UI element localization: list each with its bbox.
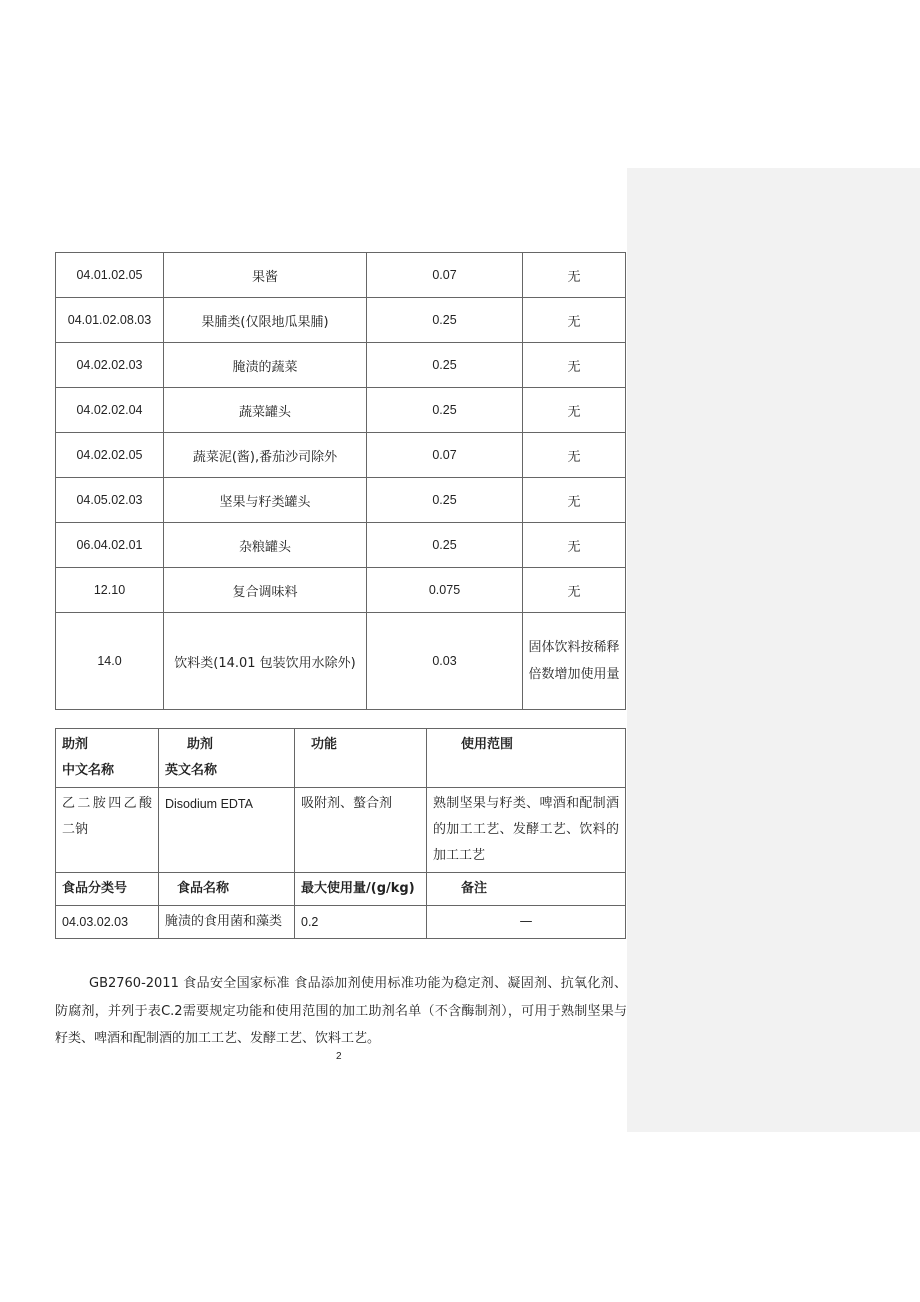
food-code: 04.05.02.03 (56, 478, 164, 523)
header-note: 备注 (427, 873, 626, 906)
header-category: 食品分类号 (56, 873, 159, 906)
table-row (56, 523, 626, 568)
table-row (56, 788, 626, 873)
food-code: 04.01.02.05 (56, 253, 164, 298)
food-name: 复合调味料 (164, 568, 367, 613)
processing-aid-table (55, 728, 626, 939)
food-code: 04.01.02.08.03 (56, 298, 164, 343)
food-name: 坚果与籽类罐头 (164, 478, 367, 523)
food-code: 12.10 (56, 568, 164, 613)
food-name: 蔬菜泥(酱),番茄沙司除外 (164, 433, 367, 478)
max-usage: 0.25 (367, 298, 523, 343)
food-code: 06.04.02.01 (56, 523, 164, 568)
max-usage: 0.03 (367, 613, 523, 710)
table-row (56, 253, 626, 298)
table-row (56, 613, 626, 710)
aid-cn-name: 乙二胺四乙酸二钠 (56, 788, 159, 873)
header-en-name: 助剂 英文名称 (159, 729, 295, 788)
note: 固体饮料按稀释倍数增加使用量 (523, 613, 626, 710)
food-category: 04.03.02.03 (56, 906, 159, 939)
header-cn-name: 助剂 中文名称 (56, 729, 159, 788)
max-usage: 0.07 (367, 433, 523, 478)
food-name: 杂粮罐头 (164, 523, 367, 568)
food-code: 04.02.02.04 (56, 388, 164, 433)
header-scope: 使用范围 (427, 729, 626, 788)
max-usage: 0.25 (367, 523, 523, 568)
table-row (56, 906, 626, 939)
table-row (56, 478, 626, 523)
max-usage: 0.25 (367, 478, 523, 523)
note: — (427, 906, 626, 939)
max-usage: 0.075 (367, 568, 523, 613)
table-row (56, 568, 626, 613)
aid-en-name: Disodium EDTA (159, 788, 295, 873)
food-name: 蔬菜罐头 (164, 388, 367, 433)
table-row (56, 433, 626, 478)
food-code: 04.02.02.05 (56, 433, 164, 478)
max-usage: 0.25 (367, 388, 523, 433)
food-name: 饮料类(14.01 包装饮用水除外) (164, 613, 367, 710)
note: 无 (523, 523, 626, 568)
usage-table (55, 252, 626, 710)
header-row (56, 873, 626, 906)
note: 无 (523, 343, 626, 388)
table-row (56, 388, 626, 433)
food-code: 14.0 (56, 613, 164, 710)
note: 无 (523, 298, 626, 343)
note: 无 (523, 478, 626, 523)
max-usage: 0.2 (295, 906, 427, 939)
food-name: 果酱 (164, 253, 367, 298)
food-name: 果脯类(仅限地瓜果脯) (164, 298, 367, 343)
table-row (56, 298, 626, 343)
page-number: 2 (336, 1051, 342, 1062)
note: 无 (523, 568, 626, 613)
aid-function: 吸附剂、螯合剂 (295, 788, 427, 873)
food-name: 腌渍的食用菌和藻类 (159, 906, 295, 939)
body-paragraph: GB2760-2011 食品安全国家标准 食品添加剂使用标准功能为稳定剂、凝固剂、抗氧化剂、防腐剂，并列于表C.2需要规定功能和使用范围的加工助剂名单（不含酶制剂），可用于熟制坚果与籽类、啤酒和配制酒的加工工艺、发酵工艺、饮料工艺。 (55, 976, 627, 1046)
max-usage: 0.07 (367, 253, 523, 298)
header-row (56, 729, 626, 788)
food-name: 腌渍的蔬菜 (164, 343, 367, 388)
food-code: 04.02.02.03 (56, 343, 164, 388)
comment-margin-pane (627, 168, 920, 1132)
note: 无 (523, 433, 626, 478)
aid-scope: 熟制坚果与籽类、啤酒和配制酒的加工工艺、发酵工艺、饮料的加工工艺 (427, 788, 626, 873)
header-function: 功能 (295, 729, 427, 788)
max-usage: 0.25 (367, 343, 523, 388)
note: 无 (523, 388, 626, 433)
header-max: 最大使用量/(g/kg) (295, 873, 427, 906)
note: 无 (523, 253, 626, 298)
table-row (56, 343, 626, 388)
header-food: 食品名称 (159, 873, 295, 906)
